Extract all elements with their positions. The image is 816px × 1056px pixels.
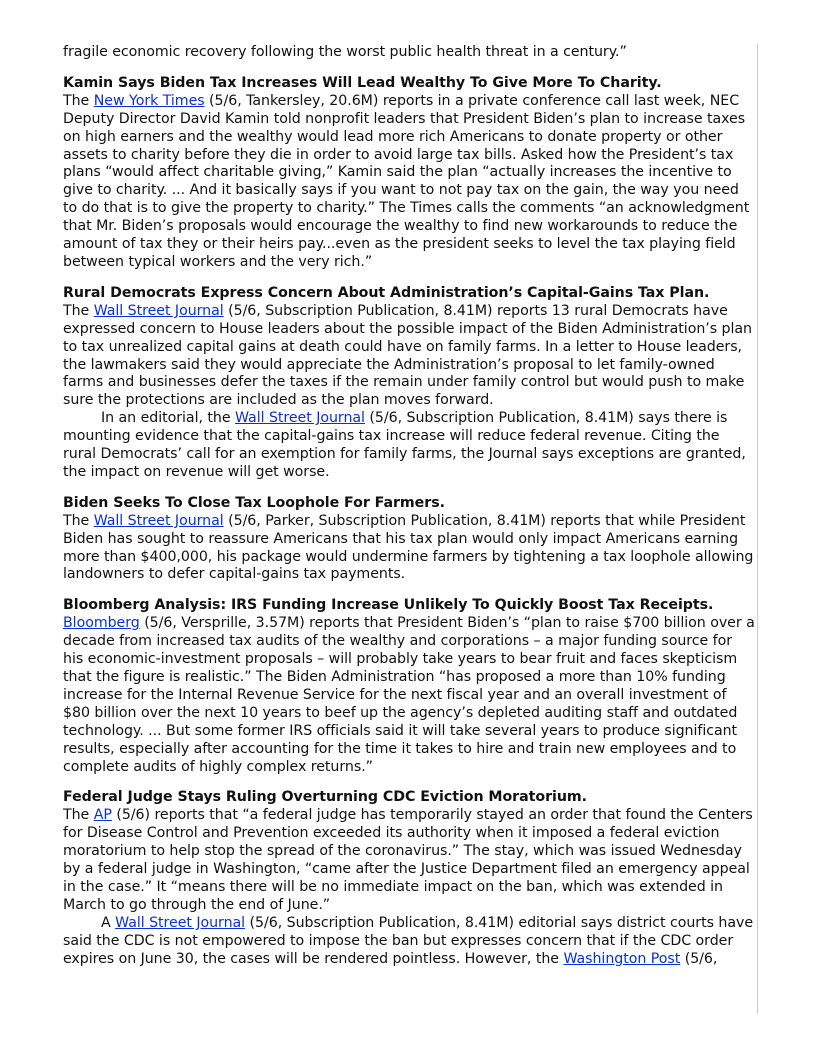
article-headline: Federal Judge Stays Ruling Overturning CDC Eviction Moratorium. [63,789,587,806]
article-eviction-moratorium [63,789,755,968]
article-rural-democrats [63,285,755,482]
article-kamin-charity [63,75,755,272]
article-headline: Kamin Says Biden Tax Increases Will Lead Wealthy To Give More To Charity. [63,74,662,91]
source-link-new-york-times[interactable]: New York Times [93,92,205,109]
paragraph-body-text: (5/6, Subscription Publication, 8.41M) says there is mounting evidence that the capital-gains tax increase will reduce federal revenue. Citing the rural Democrats’ call for an exemption for family farms, the Journal says exceptions are granted, the impact on revenue will get worse. [63,410,746,480]
paragraph-body-text: (5/6, [680,950,718,967]
article-farmers-loophole [63,495,755,585]
source-link-wall-street-journal[interactable]: Wall Street Journal [93,512,224,529]
intro-continuation-text: fragile economic recovery following the worst public health threat in a century.” [63,44,627,60]
paragraph-body-text: (5/6, Parker, Subscription Publication, 8.41M) reports that while President Biden has sought to reassure Americans that his tax plan would only impact Americans earning more than $400,000, his package would undermine farmers by tightening a tax loophole allowing landowners to defer capital-gains tax payments. [63,512,754,583]
article-paragraph [63,807,755,914]
source-link-wall-street-journal[interactable]: Wall Street Journal [115,914,246,931]
article-headline: Rural Democrats Express Concern About Administration’s Capital-Gains Tax Plan. [63,284,710,301]
paragraph-lead-text: The [63,92,94,109]
source-link-bloomberg[interactable]: Bloomberg [63,615,140,632]
paragraph-lead-text: The [63,512,94,529]
paragraph-lead-text: The [63,302,94,319]
article-irs-funding [63,597,755,776]
article-headline: Bloomberg Analysis: IRS Funding Increase Unlikely To Quickly Boost Tax Receipts. [63,597,714,614]
article-paragraph [63,915,755,969]
paragraph-lead-text: In an editorial, the [101,410,235,427]
article-paragraph [63,93,755,272]
article-paragraph [63,303,755,410]
article-headline: Biden Seeks To Close Tax Loophole For Farmers. [63,494,445,511]
source-link-wall-street-journal[interactable]: Wall Street Journal [93,302,224,319]
source-link-washington-post[interactable]: Washington Post [563,950,681,967]
source-link-ap[interactable]: AP [93,807,112,824]
paragraph-lead-text: The [63,807,94,824]
paragraph-body-text: (5/6, Versprille, 3.57M) reports that President Biden’s “plan to raise $700 billion over a decade from increased tax audits of the wealthy and corporations – a major funding source for his economic-investment proposals – will probably take years to bear fruit and faces skepticism that the figure is realistic.” The Biden Administration “has proposed a more than 10% funding increase for the Internal Revenue Service for the next fiscal year and an overall investment of $80 billion over the next 10 years to beef up the agency’s depleted auditing staff and outdated technology. ... But some former IRS officials said it will take several years to produce significant results, especially after accounting for the time it takes to hire and train new employees and to complete audits of highly complex returns.” [63,615,755,775]
article-paragraph [63,410,755,482]
paragraph-body-text: (5/6, Subscription Publication, 8.41M) editorial says district courts have said the CDC is not empowered to impose the ban but expresses concern that if the CDC order expires on June 30, the cases will be rendered pointless. However, the [63,914,753,967]
article-paragraph [63,615,755,776]
paragraph-body-text: (5/6, Tankersley, 20.6M) reports in a private conference call last week, NEC Deputy Director David Kamin told nonprofit leaders that President Biden’s plan to increase taxes on high earners and the wealthy would lead more rich Americans to donate property or other assets to charity before they die in order to avoid large tax bills. Asked how the President’s tax plans “would affect charitable giving,” Kamin said the plan “actually increases the incentive to give to charity. ... And it basically says if you want to not pay tax on the gain, the way you need to do that is to give the property to charity.” The Times calls the comments “an acknowledgment that Mr. Biden’s proposals would encourage the wealthy to find new workarounds to reduce the amount of tax they or their heirs pay...even as the president seeks to level the tax playing field between typical workers and the very rich.” [63,92,750,270]
paragraph-body-text: (5/6) reports that “a federal judge has temporarily stayed an order that found the Centers for Disease Control and Prevention exceeded its authority when it imposed a federal eviction moratorium to help stop the spread of the coronavirus.” The stay, which was issued Wednesday by a federal judge in Washington, “came after the Justice Department filed an emergency appeal in the case.” It “means there will be no immediate impact on the ban, which was extended in March to go through the end of June.” [63,807,753,913]
article-paragraph [63,513,755,585]
right-margin-rule [757,44,758,1014]
paragraph-body-text: (5/6, Subscription Publication, 8.41M) reports 13 rural Democrats have expressed concern to House leaders about the possible impact of the Biden Administration’s plan to tax unrealized capital gains at death could have on family farms. In a letter to House leaders, the lawmakers said they would appreciate the Administration’s proposal to let family-owned farms and businesses defer the taxes if the remain under family control but would push to make sure the protections are included as the plan moves forward. [63,302,752,409]
paragraph-lead-text: A [101,914,116,931]
source-link-wall-street-journal[interactable]: Wall Street Journal [234,410,365,427]
document-page [63,44,755,1014]
